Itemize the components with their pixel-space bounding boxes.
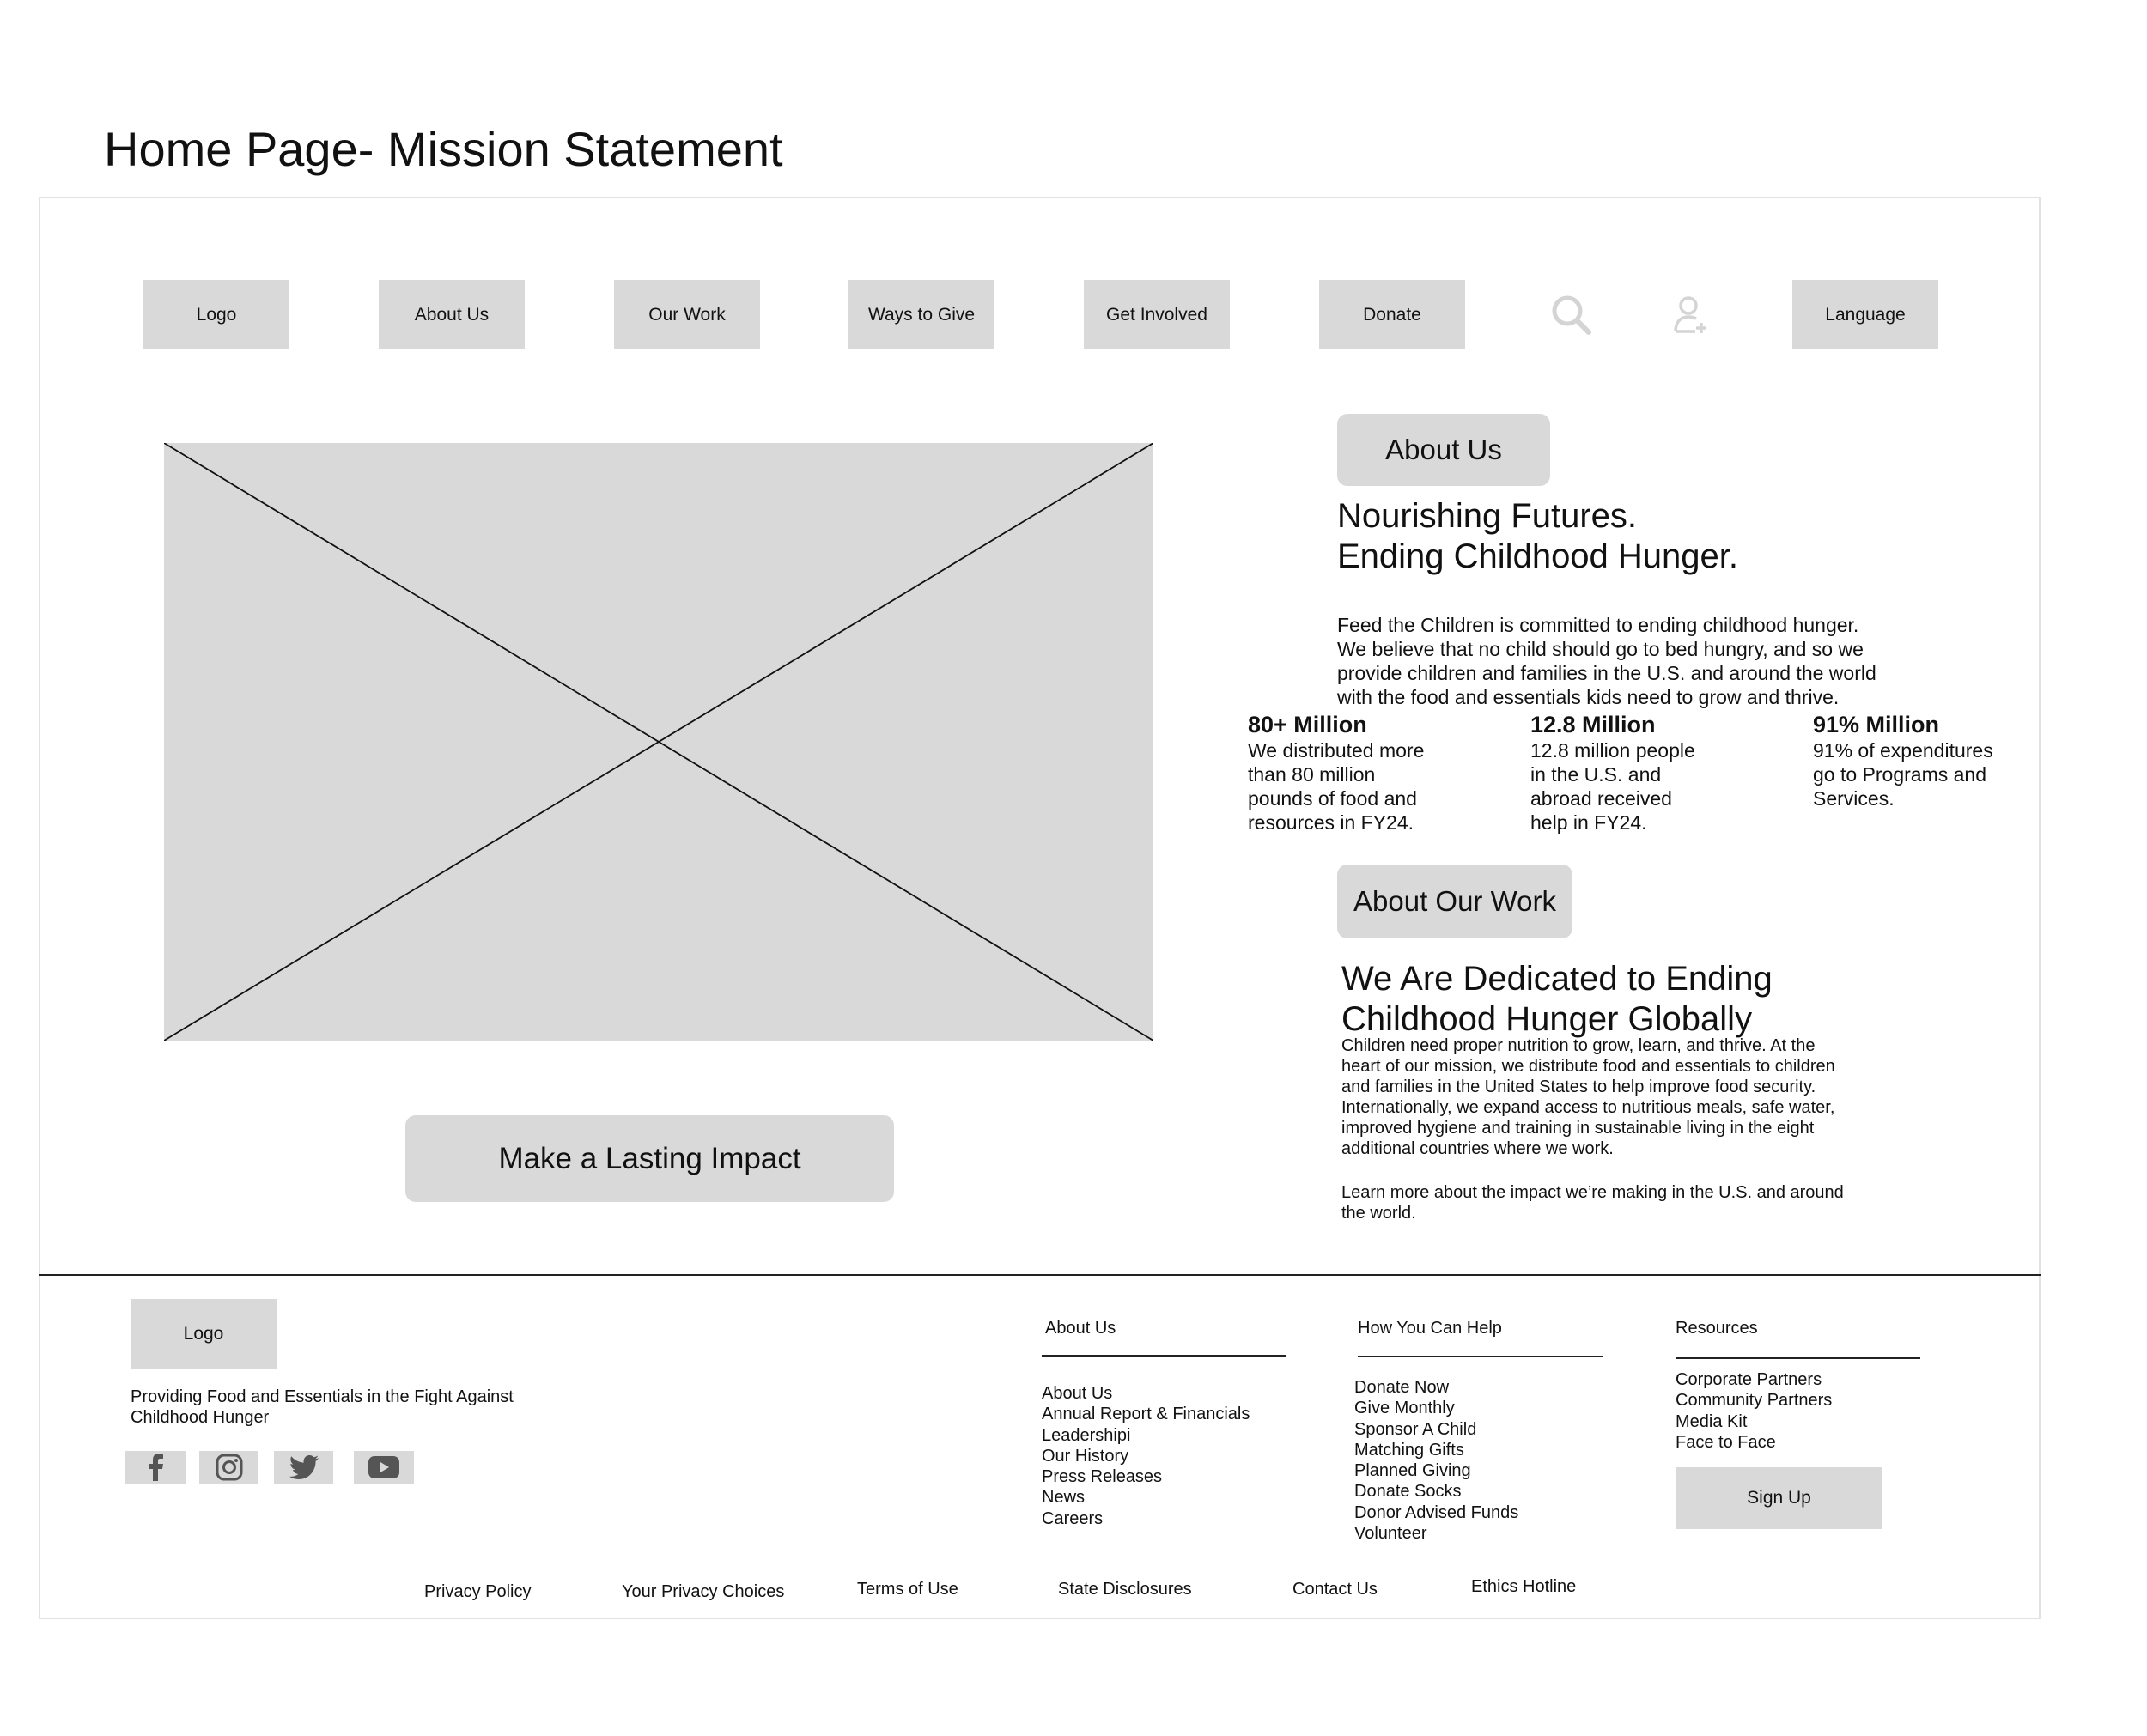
about-body-line: We believe that no child should go to bed hungry, and so we xyxy=(1337,638,1864,660)
footer-link[interactable]: Sponsor A Child xyxy=(1354,1419,1477,1439)
sign-up-button[interactable]: Sign Up xyxy=(1676,1467,1882,1529)
footer-link[interactable]: Matching Gifts xyxy=(1354,1440,1464,1460)
footer-col-rule xyxy=(1358,1356,1603,1357)
work-body-line: Children need proper nutrition to grow, learn, and thrive. At the xyxy=(1341,1036,1816,1055)
stat-line: abroad received xyxy=(1530,787,1672,810)
stat-line: pounds of food and xyxy=(1248,787,1417,810)
footer-col-help-links xyxy=(1354,1377,1518,1544)
footer-col-rule xyxy=(1676,1357,1920,1359)
footer-link[interactable]: Media Kit xyxy=(1676,1411,1748,1431)
twitter-icon[interactable] xyxy=(274,1451,333,1484)
stat-title: 91% Million xyxy=(1813,712,1940,737)
stat-line: 91% of expenditures xyxy=(1813,739,1993,762)
nav-ways-to-give[interactable]: Ways to Give xyxy=(848,280,994,349)
user-add-icon[interactable] xyxy=(1670,290,1713,340)
footer-col-resources-links xyxy=(1676,1369,1832,1453)
legal-terms-of-use[interactable]: Terms of Use xyxy=(857,1580,958,1599)
stat-line: Services. xyxy=(1813,787,1895,810)
work-body-line: heart of our mission, we distribute food and essentials to children xyxy=(1341,1057,1835,1076)
nav-about-us[interactable]: About Us xyxy=(379,280,525,349)
stat-line: resources in FY24. xyxy=(1248,811,1414,834)
legal-contact-us[interactable]: Contact Us xyxy=(1292,1580,1378,1599)
footer-tagline xyxy=(131,1387,514,1428)
stat-line: 12.8 million people xyxy=(1530,739,1695,762)
footer-link[interactable]: Give Monthly xyxy=(1354,1399,1455,1418)
work-body-line[interactable]: the world. xyxy=(1341,1204,1416,1223)
work-body xyxy=(1341,1035,1835,1159)
nav-our-work[interactable]: Our Work xyxy=(614,280,760,349)
footer-col-about-links xyxy=(1042,1383,1250,1529)
footer-link[interactable]: Volunteer xyxy=(1354,1524,1427,1544)
work-body-line: Internationally, we expand access to nutritious meals, safe water, xyxy=(1341,1098,1835,1117)
legal-privacy-policy[interactable]: Privacy Policy xyxy=(424,1582,532,1601)
stat-line: We distributed more xyxy=(1248,739,1425,762)
legal-state-disclosures[interactable]: State Disclosures xyxy=(1058,1580,1192,1599)
make-impact-button[interactable]: Make a Lasting Impact xyxy=(405,1115,894,1202)
footer-logo[interactable]: Logo xyxy=(131,1299,277,1369)
nav-donate[interactable]: Donate xyxy=(1319,280,1465,349)
search-icon[interactable] xyxy=(1546,290,1597,340)
nav-logo[interactable]: Logo xyxy=(143,280,289,349)
footer-link[interactable]: Corporate Partners xyxy=(1676,1370,1822,1389)
stat-3 xyxy=(1813,711,1993,810)
work-body-line[interactable]: Learn more about the impact we’re making in the U.S. and around xyxy=(1341,1183,1844,1202)
work-body-2 xyxy=(1341,1182,1844,1223)
youtube-icon[interactable] xyxy=(354,1451,414,1484)
stat-line: than 80 million xyxy=(1248,763,1376,786)
footer-link[interactable]: Press Releases xyxy=(1042,1467,1163,1487)
about-body-line: provide children and families in the U.S. and around the world xyxy=(1337,662,1876,684)
stat-line: in the U.S. and xyxy=(1530,763,1662,786)
work-body-line: improved hygiene and training in sustainable living in the eight xyxy=(1341,1119,1815,1138)
image-placeholder xyxy=(164,443,1153,1041)
footer-link[interactable]: Donor Advised Funds xyxy=(1354,1502,1519,1522)
about-body xyxy=(1337,613,1876,709)
footer-col-title-about: About Us xyxy=(1045,1319,1116,1338)
stat-title: 80+ Million xyxy=(1248,712,1367,737)
footer-link[interactable]: Face to Face xyxy=(1676,1432,1776,1452)
footer-tagline-line: Providing Food and Essentials in the Fight Against xyxy=(131,1387,514,1406)
footer-link[interactable]: News xyxy=(1042,1488,1086,1508)
work-headline-line1: We Are Dedicated to Ending xyxy=(1341,960,1773,998)
footer-link[interactable]: Careers xyxy=(1042,1508,1104,1528)
work-body-line: and families in the United States to help improve food security. xyxy=(1341,1077,1816,1096)
footer-divider xyxy=(39,1274,2041,1276)
footer-link[interactable]: Leadershipi xyxy=(1042,1425,1131,1445)
about-body-line: with the food and essentials kids need to grow and thrive. xyxy=(1337,686,1840,708)
footer-link[interactable]: Donate Socks xyxy=(1354,1482,1462,1502)
footer-col-rule xyxy=(1042,1355,1286,1357)
footer-tagline-line: Childhood Hunger xyxy=(131,1408,270,1427)
work-headline-line2: Childhood Hunger Globally xyxy=(1341,1000,1753,1038)
footer-link[interactable]: Planned Giving xyxy=(1354,1461,1471,1481)
footer-link[interactable]: About Us xyxy=(1042,1384,1113,1403)
footer-link[interactable]: Our History xyxy=(1042,1446,1129,1466)
stat-line: go to Programs and xyxy=(1813,763,1987,786)
about-headline-line1: Nourishing Futures. xyxy=(1337,497,1638,535)
footer-link[interactable]: Annual Report & Financials xyxy=(1042,1405,1250,1424)
stat-line: help in FY24. xyxy=(1530,811,1647,834)
legal-ethics-hotline[interactable]: Ethics Hotline xyxy=(1471,1577,1577,1596)
stat-2 xyxy=(1530,711,1695,835)
legal-privacy-choices[interactable]: Your Privacy Choices xyxy=(622,1582,785,1601)
facebook-icon[interactable] xyxy=(125,1451,186,1484)
about-body-line: Feed the Children is committed to ending childhood hunger. xyxy=(1337,614,1859,636)
footer-col-title-help: How You Can Help xyxy=(1358,1319,1502,1338)
about-headline-line2: Ending Childhood Hunger. xyxy=(1337,537,1739,575)
footer-link[interactable]: Donate Now xyxy=(1354,1378,1450,1397)
about-us-tag[interactable]: About Us xyxy=(1337,414,1550,486)
nav-language[interactable]: Language xyxy=(1792,280,1938,349)
footer-link[interactable]: Community Partners xyxy=(1676,1391,1833,1411)
about-our-work-tag[interactable]: About Our Work xyxy=(1337,865,1572,938)
nav-get-involved[interactable]: Get Involved xyxy=(1084,280,1230,349)
page-title: Home Page- Mission Statement xyxy=(104,122,783,176)
stat-title: 12.8 Million xyxy=(1530,712,1656,737)
instagram-icon[interactable] xyxy=(199,1451,258,1484)
work-body-line: additional countries where we work. xyxy=(1341,1139,1614,1158)
stat-1 xyxy=(1248,711,1424,835)
footer-col-title-resources: Resources xyxy=(1676,1319,1758,1338)
